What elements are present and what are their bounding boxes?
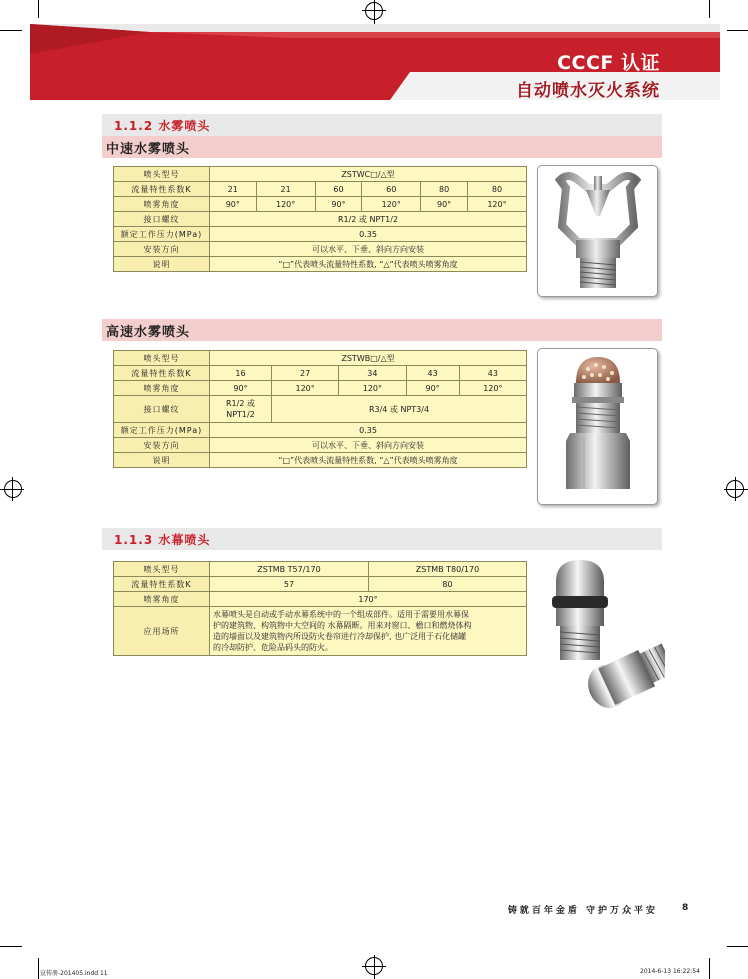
label-cell: 安装方向 (114, 438, 210, 453)
value-cell: ZSTWC□/△型 (210, 167, 527, 182)
label-cell: 安装方向 (114, 242, 210, 257)
value-cell: 43 (406, 366, 459, 381)
label-cell: 额定工作压力(MPa) (114, 423, 210, 438)
table-row (114, 577, 527, 592)
label-cell: 喷头型号 (114, 167, 210, 182)
value-cell: 90° (210, 381, 272, 396)
value-cell: 120° (272, 381, 339, 396)
value-cell: 120° (362, 197, 421, 212)
label-cell: 流量特性系数K (114, 577, 210, 592)
table-row (114, 167, 527, 182)
use-line: 的冷却防护、危险品码头的防火。 (213, 643, 333, 652)
spray-nozzle-icon (538, 349, 657, 504)
label-cell: 接口螺纹 (114, 396, 210, 423)
page-number: 8 (682, 903, 689, 913)
value-cell: 90° (210, 197, 257, 212)
product-photo-medium-nozzle (537, 165, 658, 297)
spec-table-high (113, 350, 527, 468)
label-cell: 喷头型号 (114, 351, 210, 366)
subsection-title: 高速水雾喷头 (106, 325, 191, 340)
value-cell: 21 (256, 182, 315, 197)
value-cell: 0.35 (210, 423, 527, 438)
table-row (114, 453, 527, 468)
section-heading-1-1-3 (102, 528, 662, 550)
section-heading-text: 1.1.2 水雾喷头 (114, 119, 211, 133)
section-heading-1-1-2 (102, 114, 662, 136)
value-cell: 可以水平、下垂、斜向方向安装 (210, 438, 527, 453)
value-cell: “□”代表喷头流量特性系数, “△”代表喷头喷雾角度 (210, 453, 527, 468)
label-cell: 说明 (114, 453, 210, 468)
value-cell: 120° (256, 197, 315, 212)
value-cell: 27 (272, 366, 339, 381)
spec-table-curtain (113, 561, 527, 656)
table-row (114, 257, 527, 272)
use-line: 造的墙面以及建筑物内所设防火卷帘进行冷却保护, 也广泛用于石化储罐 (213, 632, 467, 641)
value-cell: 34 (339, 366, 406, 381)
print-slug-date: 2014-6-13 16:22:54 (640, 968, 700, 975)
value-cell: 90° (315, 197, 362, 212)
label-cell: 接口螺纹 (114, 212, 210, 227)
value-cell: 43 (459, 366, 526, 381)
curtain-nozzle-photo (540, 556, 665, 736)
value-cell: 80 (421, 182, 468, 197)
value-cell: “□”代表喷头流量特性系数, “△”代表喷头喷雾角度 (210, 257, 527, 272)
value-cell: 80 (467, 182, 526, 197)
curtain-nozzle-icon (552, 560, 608, 660)
table-row (114, 227, 527, 242)
table-row (114, 381, 527, 396)
value-cell: 60 (362, 182, 421, 197)
value-cell: ZSTMB T80/170 (369, 562, 527, 577)
label-cell: 流量特性系数K (114, 182, 210, 197)
table-row (114, 212, 527, 227)
spec-table-medium (113, 166, 527, 272)
label-cell: 喷头型号 (114, 562, 210, 577)
value-cell: ZSTWB□/△型 (210, 351, 527, 366)
use-line: 水幕喷头是自动或手动水幕系统中的一个组成部件。适用于需要用水幕保 (213, 610, 469, 619)
subsection-high-velocity (102, 319, 662, 341)
print-slug-file: 宣传册-201405.indd 11 (40, 970, 108, 977)
value-cell: 可以水平、下垂、斜向方向安装 (210, 242, 527, 257)
table-row (114, 197, 527, 212)
value-cell: 57 (210, 577, 369, 592)
thread-line-b: NPT1/2 (226, 410, 255, 419)
value-cell: ZSTMB T57/170 (210, 562, 369, 577)
table-row (114, 592, 527, 607)
value-cell: 0.35 (210, 227, 527, 242)
table-row (114, 562, 527, 577)
use-line: 护的建筑物、构筑物中大空间的 水幕隔断。用来对窗口、檐口和燃烧体构 (213, 621, 472, 630)
spray-nozzle-icon (538, 166, 657, 296)
value-cell: 120° (459, 381, 526, 396)
subsection-title: 中速水雾喷头 (106, 142, 191, 157)
section-heading-text: 1.1.3 水幕喷头 (114, 533, 211, 547)
value-cell: 120° (467, 197, 526, 212)
value-cell: 170° (210, 592, 527, 607)
label-cell: 流量特性系数K (114, 366, 210, 381)
value-cell: 90° (421, 197, 468, 212)
value-cell: R1/2 或 NPT1/2 (210, 212, 527, 227)
header-title: CCCF 认证 (557, 52, 660, 74)
table-row (114, 423, 527, 438)
thread-line-a: R1/2 或 (226, 399, 255, 408)
table-row (114, 396, 527, 423)
label-cell: 喷雾角度 (114, 381, 210, 396)
label-cell: 喷雾角度 (114, 197, 210, 212)
table-row (114, 242, 527, 257)
subsection-medium-velocity (102, 136, 662, 158)
value-cell: 90° (406, 381, 459, 396)
header-subtitle: 自动喷水灭火系统 (516, 81, 660, 101)
table-row (114, 607, 527, 656)
value-cell: 21 (210, 182, 257, 197)
table-row (114, 182, 527, 197)
product-photo-high-nozzle (537, 348, 658, 505)
table-row (114, 366, 527, 381)
value-cell: 80 (369, 577, 527, 592)
value-cell: 60 (315, 182, 362, 197)
value-cell (210, 396, 272, 423)
value-cell: 16 (210, 366, 272, 381)
label-cell: 说明 (114, 257, 210, 272)
value-cell (210, 607, 527, 656)
table-row (114, 438, 527, 453)
value-cell: 120° (339, 381, 406, 396)
label-cell: 额定工作压力(MPa) (114, 227, 210, 242)
label-cell: 应用场所 (114, 607, 210, 656)
table-row (114, 351, 527, 366)
footer-slogan: 铸就百年金盾 守护万众平安 (507, 906, 658, 916)
value-cell: R3/4 或 NPT3/4 (272, 396, 527, 423)
label-cell: 喷雾角度 (114, 592, 210, 607)
